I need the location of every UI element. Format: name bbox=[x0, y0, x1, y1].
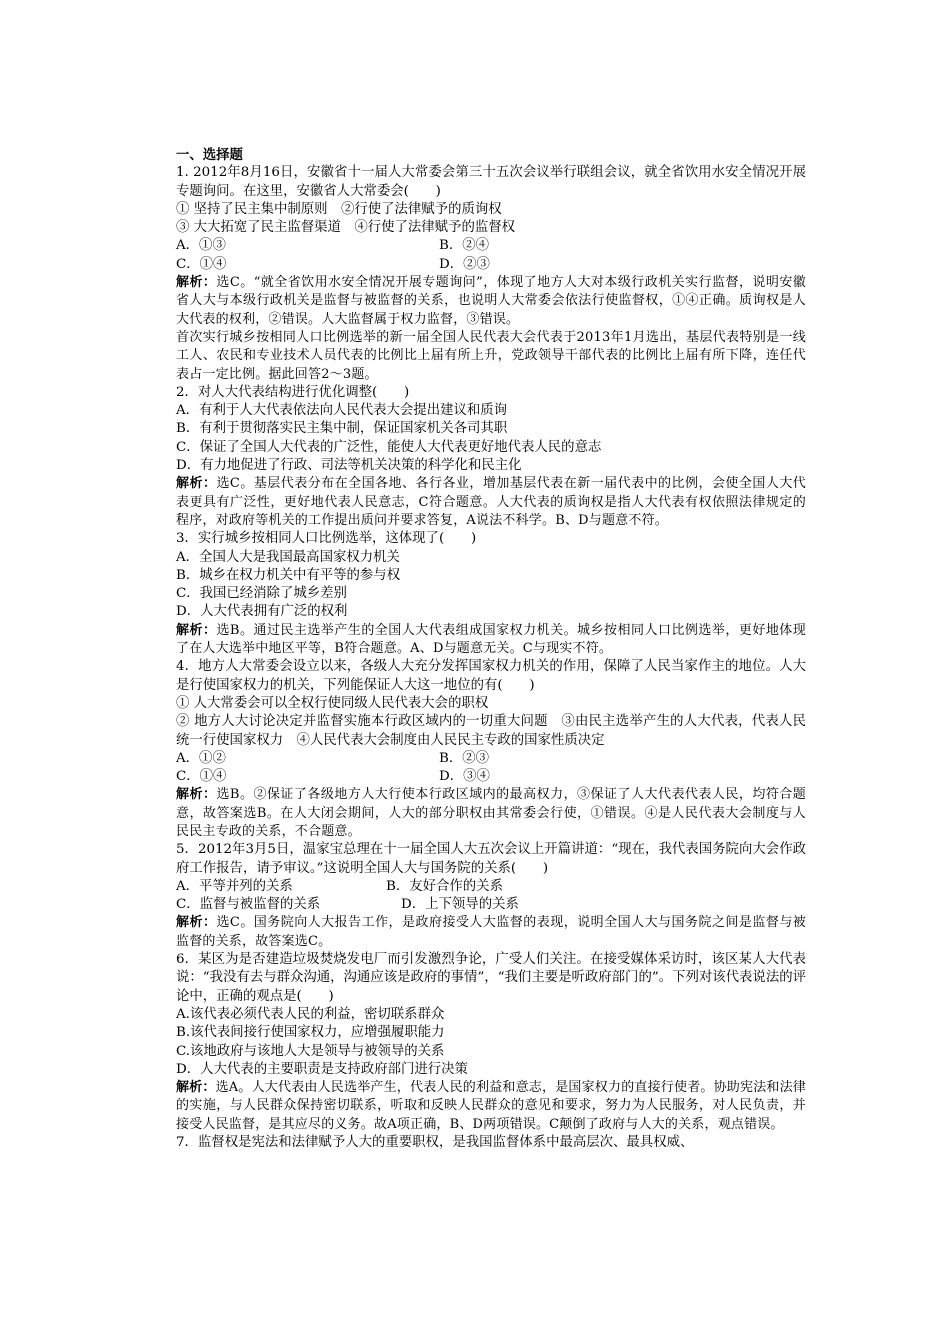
q4-analysis bbox=[176, 786, 806, 841]
q1-option-c: C．①④ bbox=[176, 256, 227, 272]
q2-analysis-text: 选C。基层代表分布在全国各地、各行各业，增加基层代表在新一届代表中的比例，会使全国人大代表更具有广泛性，更好地代表人民意志，C符合题意。人大代表的质询权是指人大代表有权依照法律规定的程序，对政府等机关的工作提出质问并要求答复，A说法不科学。B、D与题意不符。 bbox=[176, 476, 807, 528]
analysis-label: 解析： bbox=[176, 1080, 216, 1096]
document-page bbox=[176, 146, 806, 1152]
q4-options-row-2 bbox=[176, 768, 806, 786]
q1-option-a: A．①③ bbox=[176, 238, 226, 254]
q3-analysis bbox=[176, 622, 806, 659]
q5-options-row-1 bbox=[176, 878, 806, 896]
q2-option-c: C．保证了全国人大代表的广泛性，能使人大代表更好地代表人民的意志 bbox=[176, 439, 602, 455]
q2-option-b: B．有利于贯彻落实民主集中制，保证国家机关各司其职 bbox=[176, 421, 508, 437]
q5-options-row-2 bbox=[176, 896, 806, 914]
q5-option-d: D．上下领导的关系 bbox=[401, 897, 519, 913]
q1-statement-1: ① 坚持了民主集中制原则 ②行使了法律赋予的质询权 bbox=[176, 201, 502, 217]
analysis-label: 解析： bbox=[176, 915, 217, 931]
q1-options-row-1 bbox=[176, 237, 806, 255]
q7-stem: 7．监督权是宪法和法律赋予人大的重要职权，是我国监督体系中最高层次、最具权威、 bbox=[176, 1135, 694, 1151]
q6-analysis-text: 选A。人大代表由人民选举产生，代表人民的利益和意志，是国家权力的直接行使者。协助宪法和法律的实施，与人民群众保持密切联系，听取和反映人民群众的意见和要求，努力为人民服务，对人民负责，并接受人民监督，是其应尽的义务。故A项正确，B、D两项错误。C颠倒了政府与人大的关系，观点错误。 bbox=[176, 1080, 806, 1132]
q1-statement-2: ③ 大大拓宽了民主监督渠道 ④行使了法律赋予的监督权 bbox=[176, 220, 516, 236]
analysis-label: 解析： bbox=[176, 476, 217, 492]
q2-option-d: D．有力地促进了行政、司法等机关决策的科学化和民主化 bbox=[176, 458, 522, 474]
q2-stem: 2．对人大代表结构进行优化调整( ) bbox=[176, 384, 410, 400]
q3-stem: 3．实行城乡按相同人口比例选举，这体现了( ) bbox=[176, 531, 477, 547]
q1-stem: 1. 2012年8月16日，安徽省十一届人大常委会第三十五次会议举行联组会议，就全省饮用水安全情况开展专题询问。在这里，安徽省人大常委会( ) bbox=[176, 165, 806, 199]
q6-option-d: D．人大代表的主要职责是支持政府部门进行决策 bbox=[176, 1061, 468, 1077]
q5-option-b: B．友好合作的关系 bbox=[386, 878, 503, 894]
material-paragraph: 首次实行城乡按相同人口比例选举的新一届全国人民代表大会代表于2013年1月选出，基层代表特别是一线工人、农民和专业技术人员代表的比例比上届有所上升，党政领导干部代表的比例比上届有所下降，连任代表占一定比例。据此回答2～3题。 bbox=[176, 329, 806, 382]
q4-statement-2: ② 地方人大讨论决定并监督实施本行政区域内的一切重大问题 ③由民主选举产生的人大代表，代表人民统一行使国家权力 ④人民代表大会制度由人民民主专政的国家性质决定 bbox=[176, 714, 806, 748]
q1-analysis-text: 选C。“就全省饮用水安全情况开展专题询问”，体现了地方人大对本级行政机关实行监督，说明安徽省人大与本级行政机关是监督与被监督的关系，也说明人大常委会依法行使监督权，①④正确。质询权是人大代表的权利，②错误。人大监督属于权力监督，③错误。 bbox=[176, 275, 806, 327]
q5-option-c: C．监督与被监督的关系 bbox=[176, 897, 321, 913]
q6-stem: 6．某区为是否建造垃圾焚烧发电厂而引发激烈争论，广受人们关注。在接受媒体采访时，该区某人大代表说：“我没有去与群众沟通，沟通应该是政府的事情”，“我们主要是听政府部门的”。下列对该代表说法的评论中，正确的观点是( ) bbox=[176, 952, 806, 1004]
analysis-label: 解析： bbox=[176, 787, 217, 803]
q3-option-a: A．全国人大是我国最高国家权力机关 bbox=[176, 549, 400, 565]
q3-option-d: D．人大代表拥有广泛的权利 bbox=[176, 604, 348, 620]
q3-analysis-text: 选B。通过民主选举产生的全国人大代表组成国家权力机关。城乡按相同人口比例选举，更好地体现了在人大选举中地区平等，B符合题意。A、D与题意无关。C与现实不符。 bbox=[176, 622, 806, 657]
q3-option-b: B．城乡在权力机关中有平等的参与权 bbox=[176, 567, 401, 583]
q6-option-a: A.该代表必须代表人民的利益，密切联系群众 bbox=[176, 1006, 445, 1022]
q1-option-b: B．②④ bbox=[439, 238, 490, 254]
q1-option-d: D．②③ bbox=[439, 256, 490, 272]
q5-analysis bbox=[176, 914, 806, 951]
q4-stem: 4．地方人大常委会设立以来，各级人大充分发挥国家权力机关的作用，保障了人民当家作主的地位。人大是行使国家权力的机关，下列能保证人大这一地位的有( ) bbox=[176, 659, 806, 693]
q4-analysis-text: 选B。②保证了各级地方人大行使本行政区域内的最高权力，③保证了人大代表代表人民，均符合题意，故答案选B。在人大闭会期间，人大的部分职权由其常委会行使，①错误。④是人民代表大会制度与人民民主专政的关系，不合题意。 bbox=[176, 787, 806, 839]
q6-option-b: B.该代表间接行使国家权力，应增强履职能力 bbox=[176, 1025, 445, 1041]
q5-analysis-text: 选C。国务院向人大报告工作，是政府接受人大监督的表现，说明全国人大与国务院之间是监督与被监督的关系，故答案选C。 bbox=[176, 915, 807, 949]
q5-option-a: A．平等并列的关系 bbox=[176, 878, 293, 894]
q6-option-c: C.该地政府与该地人大是领导与被领导的关系 bbox=[176, 1043, 445, 1059]
q4-option-d: D．③④ bbox=[439, 769, 490, 785]
q4-statement-1: ① 人大常委会可以全权行使同级人民代表大会的职权 bbox=[176, 695, 489, 711]
q3-option-c: C．我国已经消除了城乡差别 bbox=[176, 586, 347, 602]
q1-options-row-2 bbox=[176, 256, 806, 274]
analysis-label: 解析： bbox=[176, 622, 217, 638]
q6-analysis bbox=[176, 1079, 806, 1134]
analysis-label: 解析： bbox=[176, 275, 217, 291]
q4-option-b: B．②③ bbox=[439, 750, 490, 766]
section-title: 一、选择题 bbox=[176, 147, 243, 162]
q1-analysis bbox=[176, 274, 806, 329]
q4-option-a: A．①② bbox=[176, 750, 226, 766]
q2-option-a: A．有利于人大代表依法向人民代表大会提出建议和质询 bbox=[176, 403, 508, 419]
q4-options-row-1 bbox=[176, 750, 806, 768]
q5-stem: 5．2012年3月5日，温家宝总理在十一届全国人大五次会议上开篇讲道：“现在，我代表国务院向大会作政府工作报告，请予审议。”这说明全国人大与国务院的关系( ) bbox=[176, 842, 806, 876]
q2-analysis bbox=[176, 475, 806, 530]
q4-option-c: C．①④ bbox=[176, 769, 227, 785]
